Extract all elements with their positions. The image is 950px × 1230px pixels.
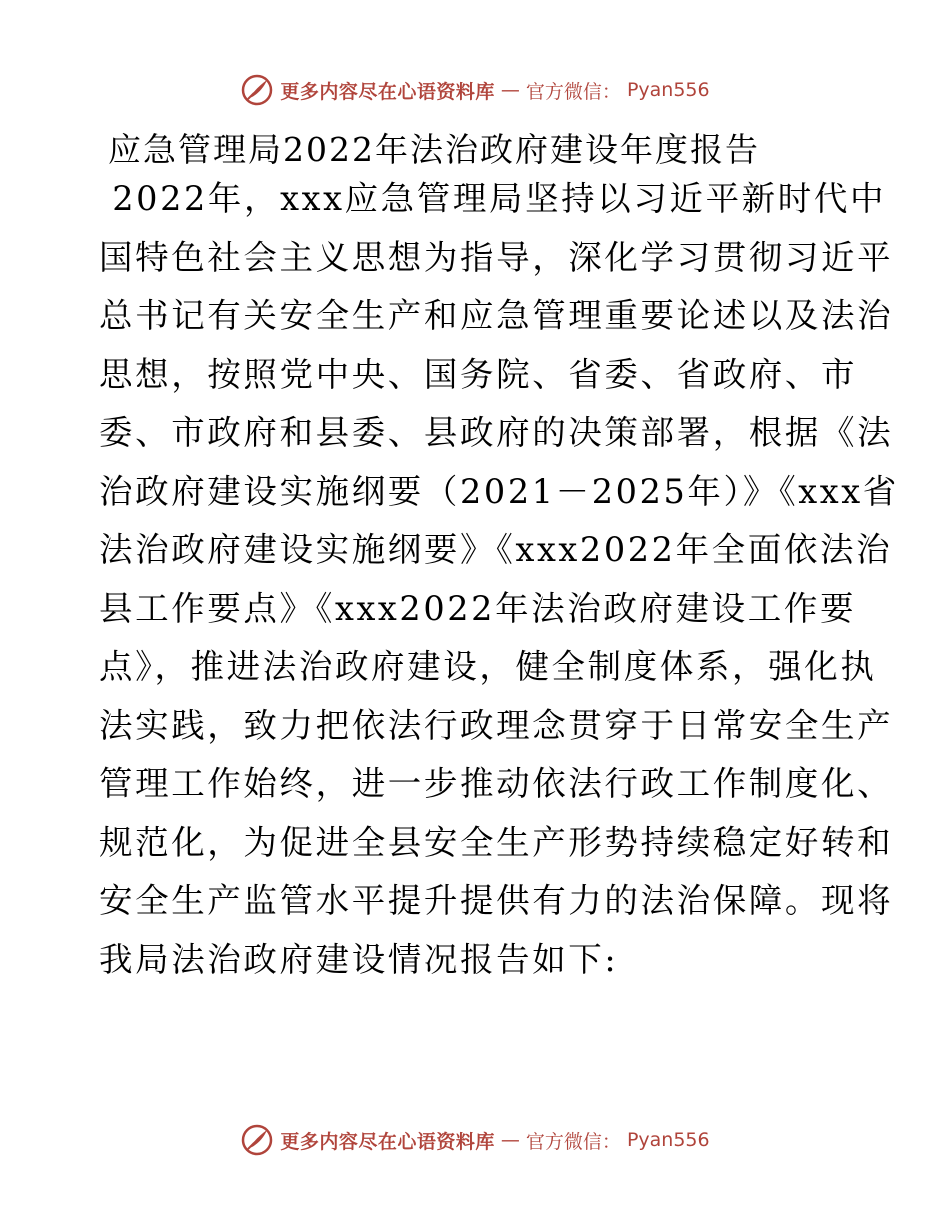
- watermark-wechat-label: 官方微信：: [525, 1130, 621, 1153]
- footer-watermark: [0, 1120, 950, 1160]
- watermark-site-text: 更多内容尽在心语资料库: [280, 80, 495, 103]
- body-line: 安全生产监管水平提升提供有力的法治保障。现将: [99, 881, 894, 920]
- body-line: 2022年，xxx应急管理局坚持以习近平新时代中: [99, 179, 887, 218]
- watermark-wechat-id: Pyan556: [626, 1129, 710, 1151]
- body-line: 思想，按照党中央、国务院、省委、省政府、市: [99, 354, 858, 394]
- feather-pen-logo-icon: [240, 1123, 274, 1157]
- feather-pen-logo-icon: [240, 73, 274, 107]
- body-line: 点》，推进法治政府建设，健全制度体系，强化执: [99, 647, 877, 686]
- body-line: 规范化，为促进全县安全生产形势持续稳定好转和: [99, 822, 894, 862]
- body-line: 法实践，致力把依法行政理念贯穿于日常安全生产: [99, 705, 894, 745]
- body-line: 法治政府建设实施纲要》《xxx2022年全面依法治: [99, 530, 893, 569]
- body-line: 委、市政府和县委、县政府的决策部署，根据《法: [99, 413, 894, 452]
- body-line: 县工作要点》《xxx2022年法治政府建设工作要: [99, 588, 857, 628]
- document-body: [99, 170, 899, 989]
- body-line: 管理工作始终，进一步推动依法行政工作制度化、: [99, 764, 894, 803]
- document-title: 应急管理局2022年法治政府建设年度报告: [108, 130, 760, 169]
- watermark-wechat-label: 官方微信：: [525, 80, 621, 103]
- body-line: 总书记有关安全生产和应急管理重要论述以及法治: [99, 296, 894, 335]
- header-watermark: [0, 70, 950, 110]
- watermark-wechat-id: Pyan556: [626, 79, 710, 101]
- watermark-separator: —: [500, 79, 520, 101]
- body-line: 我局法治政府建设情况报告如下:: [99, 939, 619, 979]
- body-line: 国特色社会主义思想为指导，深化学习贯彻习近平: [99, 237, 894, 277]
- body-line: 治政府建设实施纲要（2021－2025年）》《xxx省: [99, 471, 899, 511]
- watermark-separator: —: [500, 1129, 520, 1151]
- watermark-site-text: 更多内容尽在心语资料库: [280, 1130, 495, 1153]
